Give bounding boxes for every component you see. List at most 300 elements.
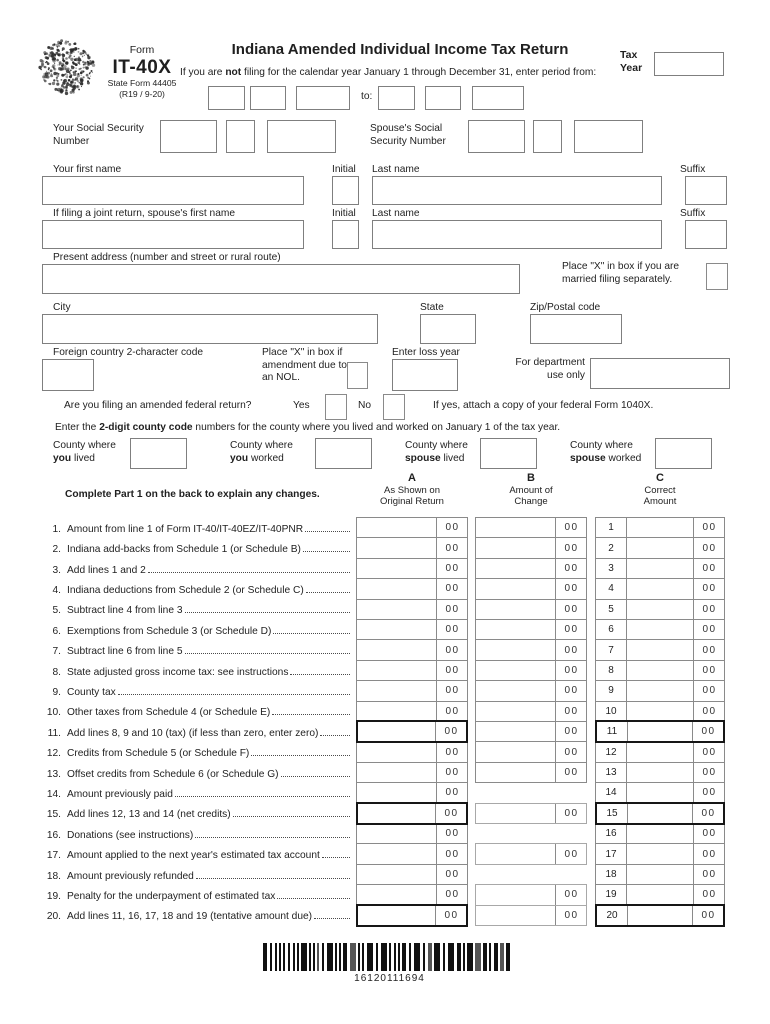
dotted-leader	[320, 735, 350, 736]
amount-b-line-6[interactable]	[475, 619, 587, 640]
amount-c-line-1[interactable]	[595, 517, 725, 538]
spouse-ssn-label: Spouse's Social Security Number	[370, 123, 446, 147]
amount-entry-area[interactable]	[476, 620, 555, 639]
indiana-state-seal-icon	[38, 38, 96, 96]
amount-entry-area[interactable]	[627, 742, 693, 761]
county-spouse-worked-input[interactable]	[655, 438, 712, 469]
zip-input[interactable]	[530, 314, 622, 344]
line-label: State adjusted gross income tax: see instructions	[67, 666, 289, 678]
table-line-12	[42, 741, 353, 761]
amount-a-line-15[interactable]	[356, 802, 468, 825]
tax-year-input[interactable]	[654, 52, 724, 76]
column-c-line1: Correct	[644, 485, 676, 496]
table-line-18	[42, 864, 353, 884]
county-label-bold: you	[53, 452, 72, 464]
spouse-last-name-input[interactable]	[372, 220, 662, 249]
amount-c-line-12[interactable]	[595, 741, 725, 762]
amount-a-line-7[interactable]	[356, 639, 468, 660]
table-line-11	[42, 721, 353, 741]
line-label: County tax	[67, 687, 116, 699]
cents-value: 00	[693, 783, 724, 802]
cents-value: 00	[555, 885, 586, 904]
cents-value: 00	[436, 885, 467, 904]
cents-value: 00	[555, 906, 586, 925]
amount-entry-area[interactable]	[476, 844, 555, 863]
dotted-leader	[175, 796, 350, 797]
amount-entry-area[interactable]	[627, 620, 693, 639]
dotted-leader	[281, 776, 350, 777]
amount-entry-area[interactable]	[476, 804, 555, 823]
state-label: State	[420, 302, 444, 313]
amount-entry-area[interactable]	[357, 620, 436, 639]
cents-value: 00	[436, 579, 467, 598]
amount-b-line-11[interactable]	[475, 721, 587, 742]
amount-a-line-11[interactable]	[356, 720, 468, 743]
amount-b-line-2[interactable]	[475, 537, 587, 558]
line-number: 4 .	[42, 585, 61, 596]
amount-entry-area[interactable]	[357, 538, 436, 557]
amount-b-line-1[interactable]	[475, 517, 587, 538]
county-you-lived-input[interactable]	[130, 438, 187, 469]
cents-value: 00	[555, 702, 586, 721]
amount-a-line-8[interactable]	[356, 660, 468, 681]
line-number: 10 .	[42, 707, 61, 718]
line-label: Amount from line 1 of Form IT-40/IT-40EZ/IT-40PNR	[67, 523, 304, 535]
spouse-initial-input[interactable]	[332, 220, 359, 249]
line-number: 1	[596, 518, 627, 537]
line-number: 13	[596, 763, 627, 782]
amount-c-line-4[interactable]	[595, 578, 725, 599]
amount-entry-area[interactable]	[627, 885, 693, 904]
cents-value: 00	[555, 518, 586, 537]
amount-entry-area[interactable]	[476, 640, 555, 659]
cents-value: 00	[436, 559, 467, 578]
amount-a-line-13[interactable]	[356, 762, 468, 783]
spouse-suffix-label: Suffix	[680, 208, 706, 219]
county-label-line1: County where	[230, 440, 293, 451]
cents-value: 00	[693, 559, 724, 578]
county-label-line1: County where	[405, 440, 468, 451]
dotted-leader	[185, 653, 350, 654]
amount-c-line-3[interactable]	[595, 558, 725, 579]
table-line-7	[42, 639, 353, 659]
amount-b-line-5[interactable]	[475, 599, 587, 620]
county-you-worked-input[interactable]	[315, 438, 372, 469]
amount-a-line-1[interactable]	[356, 517, 468, 538]
amount-entry-area[interactable]	[357, 844, 436, 863]
dotted-leader	[148, 572, 350, 573]
your-ssn-label: Your Social Security Number	[53, 123, 144, 147]
amount-entry-area[interactable]	[476, 559, 555, 578]
amount-entry-area[interactable]	[476, 661, 555, 680]
amount-a-line-3[interactable]	[356, 558, 468, 579]
spouse-ssn-box-3[interactable]	[574, 120, 643, 153]
amount-a-line-6[interactable]	[356, 619, 468, 640]
line-label: Amount previously refunded	[67, 870, 194, 882]
amount-entry-area[interactable]	[476, 538, 555, 557]
line-number: 8	[596, 661, 627, 680]
cents-value: 00	[555, 804, 586, 823]
table-line-1	[42, 517, 353, 537]
amount-c-line-13[interactable]	[595, 762, 725, 783]
nol-checkbox[interactable]	[347, 362, 368, 389]
cents-value: 00	[693, 742, 724, 761]
county-you-lived-label	[53, 440, 116, 465]
married-separate-label: Place "X" in box if you are married filing separately.	[562, 261, 680, 285]
amount-a-line-9[interactable]	[356, 680, 468, 701]
amount-entry-area[interactable]	[476, 906, 555, 925]
amount-b-line-8[interactable]	[475, 660, 587, 681]
cents-value: 00	[436, 824, 467, 843]
amount-entry-area[interactable]	[627, 824, 693, 843]
line-number: 18 .	[42, 871, 61, 882]
foreign-country-input[interactable]	[42, 359, 94, 391]
amount-entry-area[interactable]	[476, 702, 555, 721]
column-c-line2: Amount	[643, 496, 677, 507]
amount-entry-area[interactable]	[476, 579, 555, 598]
amount-c-line-2[interactable]	[595, 537, 725, 558]
barcode-number: 16120111694	[354, 973, 425, 984]
period-to-box-3[interactable]	[472, 86, 524, 110]
form-number: IT-40X	[112, 57, 172, 78]
line-label: Exemptions from Schedule 3 (or Schedule D)	[67, 625, 272, 637]
amount-entry-area[interactable]	[627, 579, 693, 598]
amount-entry-area[interactable]	[628, 906, 692, 925]
amount-c-line-14[interactable]	[595, 782, 725, 803]
line-label: Subtract line 6 from line 5	[67, 646, 183, 658]
amount-a-line-12[interactable]	[356, 741, 468, 762]
amount-c-line-19[interactable]	[595, 884, 725, 905]
amount-entry-area[interactable]	[627, 783, 693, 802]
line-number: 16	[596, 824, 627, 843]
line-number: 4	[596, 579, 627, 598]
county-label-bold: you	[230, 452, 249, 464]
column-a-letter: A	[408, 472, 416, 484]
cents-value: 00	[693, 885, 724, 904]
cents-value: 00	[693, 763, 724, 782]
state-input[interactable]	[420, 314, 476, 344]
nol-label: Place "X" in box if amendment due to an NOL.	[262, 347, 347, 383]
spouse-ssn-box-1[interactable]	[468, 120, 525, 153]
county-label-rest: lived	[71, 452, 95, 464]
table-line-9	[42, 680, 353, 700]
column-b-line1: Amount of	[509, 485, 553, 496]
line-number: 9 .	[42, 687, 61, 698]
line-number: 9	[596, 681, 627, 700]
line-label: Amount applied to the next year's estimated tax account	[67, 850, 320, 862]
amount-c-line-20[interactable]	[595, 904, 725, 927]
column-a-header	[356, 473, 468, 507]
line-label: Add lines 11, 16, 17, 18 and 19 (tentative amount due)	[67, 911, 313, 923]
cents-value: 00	[693, 579, 724, 598]
amount-entry-area[interactable]	[357, 865, 436, 884]
amount-entry-area[interactable]	[627, 681, 693, 700]
table-line-3	[42, 558, 353, 578]
column-c-letter: C	[656, 472, 664, 484]
suffix-label: Suffix	[680, 164, 706, 175]
column-b-line2: Change	[514, 496, 548, 507]
cents-value: 00	[692, 722, 723, 741]
line-number: 12 .	[42, 748, 61, 759]
period-from-box-3[interactable]	[296, 86, 350, 110]
amount-entry-area[interactable]	[357, 640, 436, 659]
federal-attach-note: If yes, attach a copy of your federal Form 1040X.	[433, 400, 654, 411]
dept-use-label: For department use only	[515, 357, 585, 381]
amount-c-line-5[interactable]	[595, 599, 725, 620]
amount-c-line-11[interactable]	[595, 720, 725, 743]
line-number: 10	[596, 702, 627, 721]
amount-entry-area[interactable]	[357, 885, 436, 904]
line-label: Offset credits from Schedule 6 (or Schedule G)	[67, 768, 279, 780]
table-line-17	[42, 843, 353, 863]
amount-entry-area[interactable]	[357, 783, 436, 802]
amount-c-line-15[interactable]	[595, 802, 725, 825]
period-from-box-1[interactable]	[208, 86, 245, 110]
amount-b-line-17[interactable]	[475, 843, 587, 864]
amount-entry-area[interactable]	[627, 600, 693, 619]
amount-a-line-19[interactable]	[356, 884, 468, 905]
instruction-text: filing for the calendar year January 1 through December 31, enter period from:	[241, 67, 597, 78]
period-to-box-1[interactable]	[378, 86, 415, 110]
to-label: to:	[361, 91, 373, 102]
amount-entry-area[interactable]	[627, 518, 693, 537]
cents-value: 00	[693, 640, 724, 659]
your-ssn-box-3[interactable]	[267, 120, 336, 153]
column-c-header	[595, 473, 725, 507]
amount-c-line-17[interactable]	[595, 843, 725, 864]
dotted-leader	[277, 898, 350, 899]
line-number: 7 .	[42, 646, 61, 657]
line-number: 2 .	[42, 544, 61, 555]
amount-entry-area[interactable]	[357, 559, 436, 578]
county-code-instruction	[55, 422, 560, 435]
amount-entry-area[interactable]	[628, 804, 692, 823]
spouse-first-name-input[interactable]	[42, 220, 304, 249]
dotted-leader	[305, 531, 350, 532]
cents-value: 00	[436, 702, 467, 721]
your-ssn-box-1[interactable]	[160, 120, 217, 153]
amount-b-line-3[interactable]	[475, 558, 587, 579]
amount-a-line-5[interactable]	[356, 599, 468, 620]
amount-a-line-2[interactable]	[356, 537, 468, 558]
amount-b-line-19[interactable]	[475, 884, 587, 905]
amount-entry-area[interactable]	[476, 722, 555, 741]
county-label-bold: spouse	[570, 452, 606, 464]
amount-entry-area[interactable]	[476, 885, 555, 904]
amount-entry-area[interactable]	[627, 538, 693, 557]
amount-b-line-10[interactable]	[475, 701, 587, 722]
dotted-leader	[314, 918, 350, 919]
amount-entry-area[interactable]	[476, 518, 555, 537]
cents-value: 00	[555, 579, 586, 598]
amount-c-line-16[interactable]	[595, 823, 725, 844]
amount-entry-area[interactable]	[357, 579, 436, 598]
line-number: 7	[596, 640, 627, 659]
amount-entry-area[interactable]	[476, 763, 555, 782]
amount-b-line-12[interactable]	[475, 741, 587, 762]
dotted-leader	[185, 612, 350, 613]
dotted-leader	[290, 674, 350, 675]
amount-entry-area[interactable]	[358, 906, 435, 925]
amount-entry-area[interactable]	[476, 600, 555, 619]
table-line-8	[42, 660, 353, 680]
line-number: 19 .	[42, 891, 61, 902]
amount-b-line-9[interactable]	[475, 680, 587, 701]
period-from-box-2[interactable]	[250, 86, 286, 110]
spouse-suffix-input[interactable]	[685, 220, 727, 249]
first-name-input[interactable]	[42, 176, 304, 205]
amount-entry-area[interactable]	[358, 804, 435, 823]
cents-value: 00	[436, 620, 467, 639]
amount-a-line-20[interactable]	[356, 904, 468, 927]
amount-entry-area[interactable]	[357, 518, 436, 537]
county-spouse-worked-label	[570, 440, 641, 465]
amount-entry-area[interactable]	[627, 844, 693, 863]
line-label: Add lines 8, 9 and 10 (tax) (if less than zero, enter zero)	[67, 727, 319, 739]
amount-a-line-14[interactable]	[356, 782, 468, 803]
line-label: Donations (see instructions)	[67, 829, 194, 841]
table-line-14	[42, 782, 353, 802]
amount-entry-area[interactable]	[358, 722, 435, 741]
amount-entry-area[interactable]	[357, 681, 436, 700]
amount-entry-area[interactable]	[357, 702, 436, 721]
instruction-bold: not	[225, 67, 242, 78]
dept-use-input[interactable]	[590, 358, 730, 389]
cents-value: 00	[693, 620, 724, 639]
amount-c-line-9[interactable]	[595, 680, 725, 701]
amount-a-line-4[interactable]	[356, 578, 468, 599]
city-input[interactable]	[42, 314, 378, 344]
your-ssn-box-2[interactable]	[226, 120, 255, 153]
suffix-input[interactable]	[685, 176, 727, 205]
county-instruction-bold: 2-digit county code	[99, 422, 193, 433]
loss-year-label: Enter loss year	[392, 347, 460, 358]
amount-a-line-16[interactable]	[356, 823, 468, 844]
amount-b-line-15[interactable]	[475, 803, 587, 824]
cents-value: 00	[555, 640, 586, 659]
amount-entry-area[interactable]	[357, 824, 436, 843]
last-name-input[interactable]	[372, 176, 662, 205]
amount-entry-area[interactable]	[476, 681, 555, 700]
amount-a-line-18[interactable]	[356, 864, 468, 885]
amount-entry-area[interactable]	[357, 742, 436, 761]
cents-value: 00	[693, 600, 724, 619]
county-spouse-lived-input[interactable]	[480, 438, 537, 469]
page-title: Indiana Amended Individual Income Tax Return	[231, 41, 569, 58]
line-number: 16 .	[42, 830, 61, 841]
line-label: Amount previously paid	[67, 789, 173, 801]
amount-c-line-8[interactable]	[595, 660, 725, 681]
amount-b-line-7[interactable]	[475, 639, 587, 660]
amount-c-line-18[interactable]	[595, 864, 725, 885]
amount-entry-area[interactable]	[628, 722, 692, 741]
line-number: 20 .	[42, 911, 61, 922]
amount-entry-area[interactable]	[627, 661, 693, 680]
amount-entry-area[interactable]	[627, 640, 693, 659]
county-instruction-text: numbers for the county where you lived and worked on January 1 of the tax year.	[192, 422, 561, 433]
amount-entry-area[interactable]	[627, 559, 693, 578]
amount-entry-area[interactable]	[476, 742, 555, 761]
amount-entry-area[interactable]	[357, 763, 436, 782]
married-separate-checkbox[interactable]	[706, 263, 728, 290]
zip-label: Zip/Postal code	[530, 302, 601, 313]
amount-entry-area[interactable]	[357, 600, 436, 619]
cents-value: 00	[693, 681, 724, 700]
amount-a-line-17[interactable]	[356, 843, 468, 864]
amount-entry-area[interactable]	[627, 865, 693, 884]
first-name-label: Your first name	[53, 164, 122, 175]
line-number: 8 .	[42, 667, 61, 678]
line-number: 2	[596, 538, 627, 557]
initial-input[interactable]	[332, 176, 359, 205]
table-line-13	[42, 762, 353, 782]
fiscal-period-instruction	[180, 67, 596, 78]
cents-value: 00	[555, 600, 586, 619]
federal-no-checkbox[interactable]	[383, 394, 405, 420]
dotted-leader	[196, 878, 350, 879]
dotted-leader	[306, 592, 350, 593]
table-line-5	[42, 599, 353, 619]
dotted-leader	[322, 857, 350, 858]
line-number: 18	[596, 865, 627, 884]
cents-value: 00	[436, 538, 467, 557]
cents-value: 00	[555, 620, 586, 639]
cents-value: 00	[692, 804, 723, 823]
amount-b-line-13[interactable]	[475, 762, 587, 783]
table-line-4	[42, 578, 353, 598]
line-number: 14 .	[42, 789, 61, 800]
amount-b-line-20[interactable]	[475, 905, 587, 926]
line-number: 6 .	[42, 626, 61, 637]
federal-yes-checkbox[interactable]	[325, 394, 347, 420]
cents-value: 00	[436, 742, 467, 761]
amount-entry-area[interactable]	[627, 702, 693, 721]
cents-value: 00	[436, 763, 467, 782]
cents-value: 00	[555, 661, 586, 680]
cents-value: 00	[436, 518, 467, 537]
city-label: City	[53, 302, 71, 313]
spouse-ssn-box-2[interactable]	[533, 120, 562, 153]
county-spouse-lived-label	[405, 440, 468, 465]
line-number: 11	[597, 722, 628, 741]
loss-year-input[interactable]	[392, 359, 458, 391]
line-number: 15 .	[42, 809, 61, 820]
address-input[interactable]	[42, 264, 520, 294]
cents-value: 00	[436, 681, 467, 700]
amount-b-line-4[interactable]	[475, 578, 587, 599]
line-label: Add lines 1 and 2	[67, 564, 146, 576]
period-to-box-2[interactable]	[425, 86, 461, 110]
county-you-worked-label	[230, 440, 293, 465]
cents-value: 00	[436, 865, 467, 884]
line-number: 5	[596, 600, 627, 619]
column-a-line1: As Shown on	[384, 485, 440, 496]
table-line-10	[42, 701, 353, 721]
line-number: 15	[597, 804, 628, 823]
amount-entry-area[interactable]	[357, 661, 436, 680]
cents-value: 00	[436, 783, 467, 802]
amount-entry-area[interactable]	[627, 763, 693, 782]
cents-value: 00	[555, 742, 586, 761]
amount-a-line-10[interactable]	[356, 701, 468, 722]
table-line-6	[42, 619, 353, 639]
amount-c-line-10[interactable]	[595, 701, 725, 722]
line-number: 6	[596, 620, 627, 639]
amount-c-line-7[interactable]	[595, 639, 725, 660]
amount-c-line-6[interactable]	[595, 619, 725, 640]
cents-value: 00	[436, 640, 467, 659]
cents-value: 00	[555, 538, 586, 557]
